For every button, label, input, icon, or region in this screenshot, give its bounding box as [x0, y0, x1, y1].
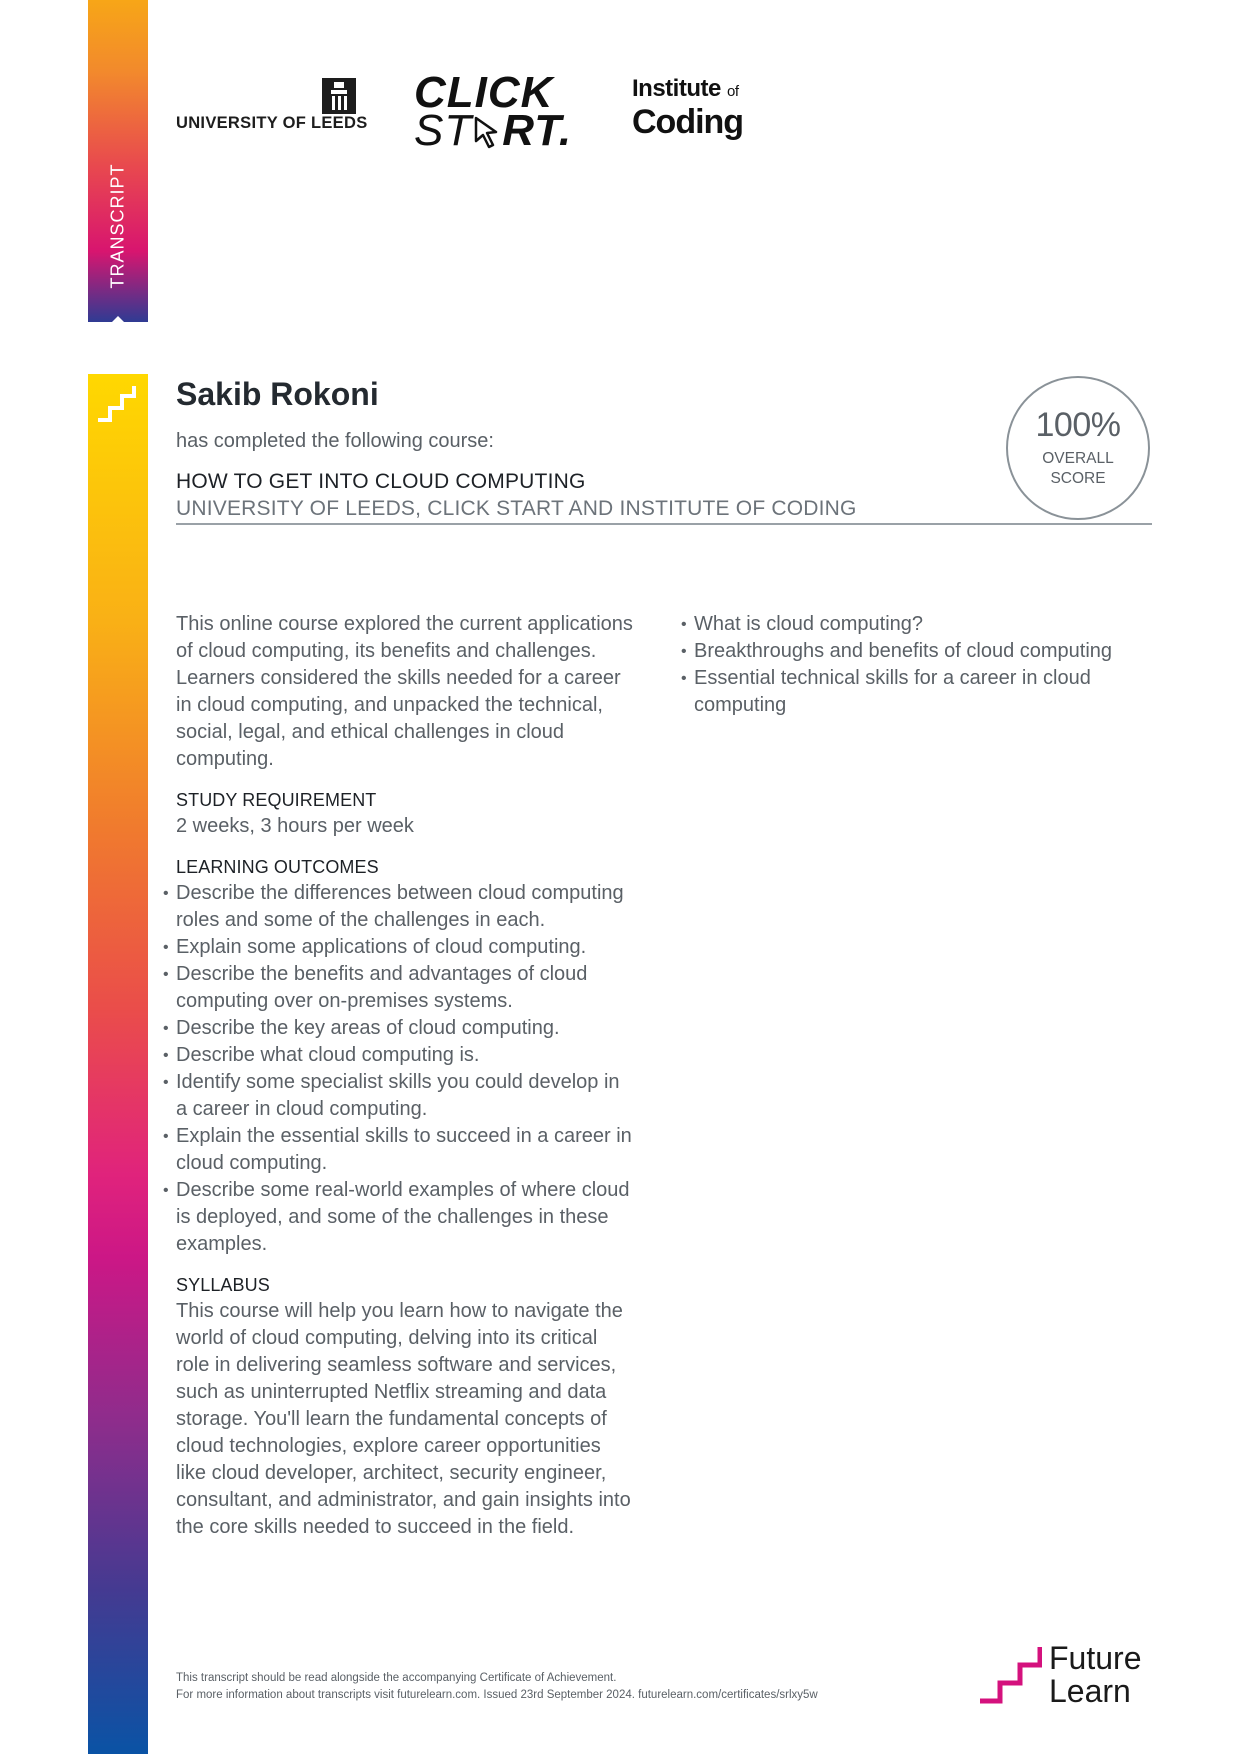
list-item: • Explain some applications of cloud computing.	[176, 934, 636, 961]
footer-line-2: For more information about transcripts visit futurelearn.com. Issued 23rd September 2024. futurelearn.com/certificates/srlxy5w	[176, 1689, 818, 1701]
ioc-of: of	[727, 83, 739, 100]
course-organisations: UNIVERSITY OF LEEDS, CLICK START AND INSTITUTE OF CODING	[176, 497, 857, 520]
ribbon-label: TRANSCRIPT	[107, 163, 128, 289]
futurelearn-future: Future	[1049, 1640, 1142, 1676]
list-item: • Describe the key areas of cloud computing.	[176, 1015, 636, 1042]
score-label-line1: OVERALL	[1042, 450, 1114, 467]
score-label-line2: SCORE	[1050, 470, 1106, 487]
ioc-institute: Institute	[632, 75, 721, 102]
stairs-icon	[96, 384, 140, 424]
list-item: • Describe the differences between cloud computing roles and some of the challenges in each.	[176, 880, 636, 934]
course-details-column	[176, 611, 636, 1541]
header-divider	[176, 523, 1152, 525]
ribbon-notch	[88, 316, 148, 346]
list-item: • Describe what cloud computing is.	[176, 1042, 636, 1069]
overall-score-badge	[1006, 376, 1150, 520]
footer-line-1: This transcript should be read alongside the accompanying Certificate of Achievement.	[176, 1672, 617, 1684]
completed-statement: has completed the following course:	[176, 430, 494, 452]
list-item: • Breakthroughs and benefits of cloud computing	[694, 638, 1164, 665]
topics-column	[694, 611, 1164, 719]
leeds-logo-text: UNIVERSITY OF LEEDS	[176, 114, 368, 132]
study-requirement-heading: STUDY REQUIREMENT	[176, 790, 377, 810]
syllabus-heading: SYLLABUS	[176, 1275, 270, 1295]
list-item: • What is cloud computing?	[694, 611, 1164, 638]
learner-name: Sakib Rokoni	[176, 376, 379, 412]
study-requirement: 2 weeks, 3 hours per week	[176, 815, 414, 837]
click-start-line2	[414, 106, 573, 155]
syllabus-text: This course will help you learn how to navigate the world of cloud computing, delving into its critical role in delivering seamless software and services, such as uninterrupted Netflix streaming and data storage. You'll learn the fundamental concepts of cloud technologies, explore career opportunities like cloud developer, architect, security engineer, consultant, and administrator, and gain insights into the core skills needed to succeed in the field.	[176, 1300, 631, 1538]
ioc-coding: Coding	[632, 103, 744, 141]
learning-outcomes-heading: LEARNING OUTCOMES	[176, 857, 379, 877]
list-item: • Identify some specialist skills you could develop in a career in cloud computing.	[176, 1069, 636, 1123]
score-value: 100%	[1035, 406, 1121, 444]
click-start-rt: RT.	[502, 106, 573, 155]
futurelearn-learn: Learn	[1049, 1673, 1131, 1709]
cursor-arrow-icon	[472, 112, 502, 150]
course-title: HOW TO GET INTO CLOUD COMPUTING	[176, 470, 586, 493]
gradient-side-bar	[88, 374, 148, 1754]
click-start-line1: CLICK	[414, 68, 554, 117]
list-item: • Essential technical skills for a career in cloud computing	[694, 665, 1164, 719]
institute-of-coding-logo	[632, 76, 743, 139]
futurelearn-wordmark	[1049, 1642, 1141, 1708]
list-item: • Explain the essential skills to succeed in a career in cloud computing.	[176, 1123, 636, 1177]
learning-outcomes-list	[176, 880, 636, 1258]
list-item: • Describe the benefits and advantages of cloud computing over on-premises systems.	[176, 961, 636, 1015]
topics-list	[694, 611, 1164, 719]
futurelearn-stairs-icon	[978, 1645, 1042, 1705]
course-description: This online course explored the current applications of cloud computing, its benefits and challenges. Learners considered the skills needed for a career in cloud computing, and unpacked the technical, social, legal, and ethical challenges in cloud computing.	[176, 613, 633, 770]
leeds-tower-icon	[322, 78, 356, 114]
click-start-logo	[414, 68, 573, 155]
footer-note	[176, 1670, 818, 1704]
click-start-st: ST	[414, 106, 473, 155]
list-item: • Describe some real-world examples of where cloud is deployed, and some of the challenges in these examples.	[176, 1177, 636, 1258]
score-label	[1008, 449, 1148, 489]
